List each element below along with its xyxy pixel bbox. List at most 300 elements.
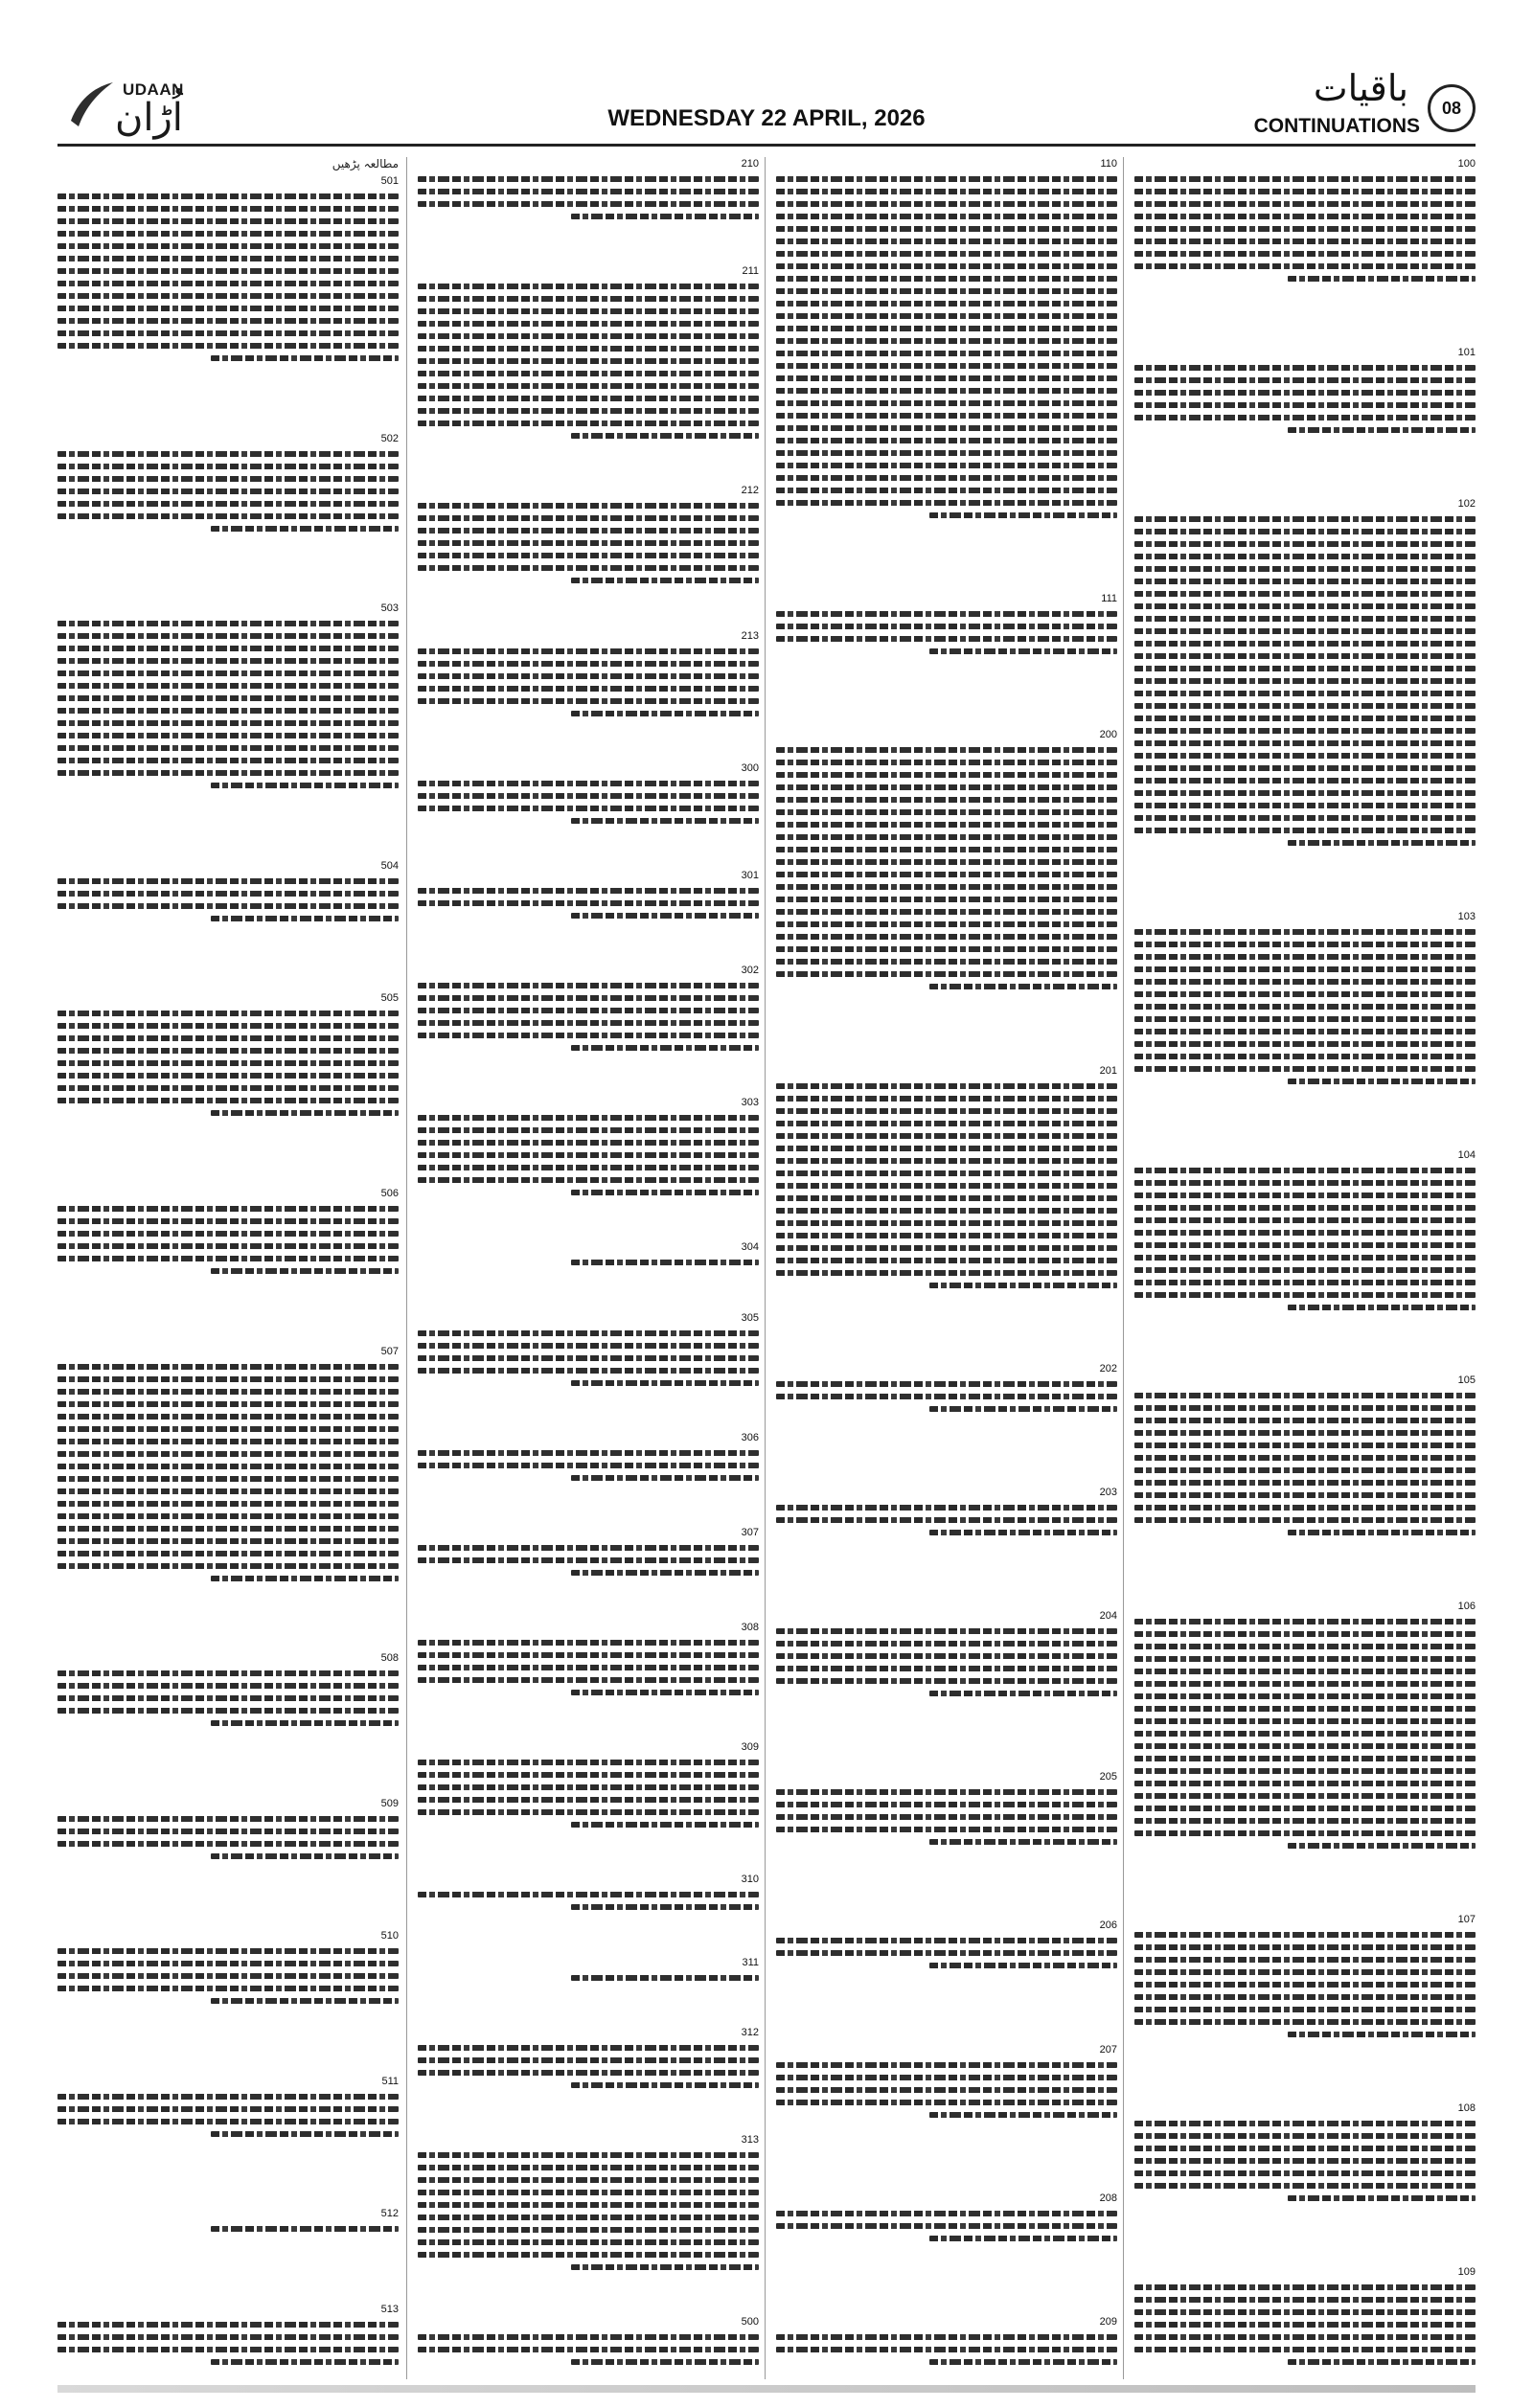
continuation-text-block: [418, 1634, 759, 1696]
text-line: [57, 520, 399, 533]
text-line: [57, 897, 399, 910]
text-line: [776, 283, 1117, 295]
text-line: [57, 2353, 399, 2366]
continuation-text-block: [1134, 359, 1476, 434]
text-line: [57, 1557, 399, 1570]
text-line: [418, 303, 759, 315]
text-line: [57, 483, 399, 495]
text-line: [1134, 1524, 1476, 1536]
text-line: [776, 1177, 1117, 1190]
continuation-item: [418, 2315, 759, 2366]
text-line: [776, 1783, 1117, 1796]
text-line: [1134, 1199, 1476, 1212]
continuation-text-block: [418, 2328, 759, 2366]
text-line: [57, 1067, 399, 1079]
continuation-item: [418, 157, 759, 220]
continuation-number: 102: [1457, 497, 1476, 510]
continuation-item: [776, 592, 1117, 655]
text-line: [1134, 1174, 1476, 1187]
text-line: [418, 1147, 759, 1159]
text-line: [57, 1262, 399, 1275]
text-line: [776, 407, 1117, 420]
text-line: [1134, 1212, 1476, 1224]
continuation-number: 101: [1457, 346, 1476, 358]
text-line: [418, 2064, 759, 2077]
continuation-item: [418, 629, 759, 717]
text-line: [776, 1833, 1117, 1846]
continuation-item: [418, 1311, 759, 1387]
text-line: [776, 779, 1117, 791]
continuation-number: 306: [741, 1431, 759, 1443]
text-column: [418, 157, 759, 2379]
text-line: [1134, 409, 1476, 421]
text-line: [1134, 208, 1476, 220]
continuation-item: [1134, 2101, 1476, 2202]
text-line: [1134, 1060, 1476, 1073]
brand-name-urdu: اُڑان: [115, 96, 183, 140]
text-line: [57, 640, 399, 652]
text-line: [1134, 523, 1476, 535]
text-line: [1134, 1939, 1476, 1951]
text-line: [1134, 1787, 1476, 1800]
text-line: [1134, 2190, 1476, 2202]
continuation-item: [418, 869, 759, 920]
text-line: [418, 655, 759, 668]
text-line: [1134, 797, 1476, 809]
text-line: [776, 320, 1117, 332]
text-line: [57, 1992, 399, 2005]
text-line: [776, 866, 1117, 878]
text-line: [418, 2209, 759, 2221]
continuation-item: [1134, 910, 1476, 1085]
continuation-number: 210: [741, 158, 759, 170]
text-line: [57, 1942, 399, 1955]
continuation-item: [1134, 2265, 1476, 2366]
text-line: [776, 1524, 1117, 1536]
text-line: [1134, 1187, 1476, 1199]
text-line: [776, 432, 1117, 444]
text-line: [418, 2039, 759, 2052]
text-line: [418, 340, 759, 352]
text-line: [1134, 220, 1476, 233]
text-line: [1134, 710, 1476, 722]
text-line: [776, 2056, 1117, 2069]
text-line: [418, 328, 759, 340]
text-line: [1134, 809, 1476, 822]
continuation-text-block: [1134, 1613, 1476, 1850]
footer-bar: [57, 2385, 1476, 2393]
text-line: [418, 559, 759, 572]
text-line: [776, 2205, 1117, 2217]
continuation-text-block: [57, 1810, 399, 1860]
text-line: [57, 873, 399, 885]
text-line: [57, 1005, 399, 1017]
text-line: [57, 1677, 399, 1690]
text-line: [1134, 1663, 1476, 1675]
text-line: [418, 989, 759, 1002]
continuation-item: [418, 2133, 759, 2271]
text-line: [57, 1955, 399, 1967]
text-line: [1134, 2127, 1476, 2140]
text-line: [57, 2113, 399, 2125]
continuation-number: 209: [1099, 2316, 1117, 2328]
text-line: [418, 1039, 759, 1052]
continuation-item: [776, 2192, 1117, 2242]
text-line: [1134, 2316, 1476, 2328]
continuation-number: 207: [1099, 2043, 1117, 2056]
text-line: [57, 1520, 399, 1533]
continuation-text-block: [776, 1499, 1117, 1536]
text-line: [776, 2081, 1117, 2094]
text-line: [418, 2259, 759, 2271]
text-line: [57, 1690, 399, 1702]
text-line: [57, 275, 399, 287]
text-line: [418, 415, 759, 427]
text-line: [1134, 1625, 1476, 1638]
text-line: [418, 2353, 759, 2366]
continuation-text-block: [1134, 170, 1476, 283]
text-line: [776, 307, 1117, 320]
text-line: [776, 482, 1117, 494]
text-line: [776, 1227, 1117, 1239]
text-line: [418, 1457, 759, 1469]
text-line: [57, 1570, 399, 1582]
continuation-item: [1134, 497, 1476, 847]
text-line: [418, 1350, 759, 1362]
text-line: [1134, 585, 1476, 598]
text-line: [1134, 747, 1476, 760]
continuation-text-block: [57, 1005, 399, 1117]
continuation-number: 511: [381, 2075, 399, 2087]
text-line: [1134, 1011, 1476, 1023]
text-line: [57, 690, 399, 702]
text-line: [418, 2196, 759, 2209]
text-line: [776, 1944, 1117, 1957]
masthead-rule: [57, 144, 1476, 147]
text-line: [1134, 1274, 1476, 1286]
text-line: [57, 1079, 399, 1092]
text-line: [418, 907, 759, 920]
continuation-item: [418, 1526, 759, 1577]
continuation-item: [57, 1797, 399, 1860]
text-line: [57, 1533, 399, 1545]
continuation-number: 200: [1099, 729, 1117, 741]
text-line: [1134, 1951, 1476, 1964]
text-line: [57, 615, 399, 627]
text-line: [418, 800, 759, 812]
continuation-item: [1134, 346, 1476, 434]
text-line: [776, 916, 1117, 928]
text-line: [57, 1383, 399, 1396]
text-line: [1134, 2165, 1476, 2177]
continuation-number: 106: [1457, 1601, 1476, 1613]
continuation-item: [418, 1096, 759, 1196]
text-line: [1134, 1499, 1476, 1511]
text-line: [418, 680, 759, 693]
text-line: [418, 2052, 759, 2064]
text-line: [1134, 1750, 1476, 1762]
text-line: [1134, 672, 1476, 685]
text-line: [1134, 2353, 1476, 2366]
text-line: [57, 508, 399, 520]
continuation-item: [1134, 1600, 1476, 1850]
continuation-number: 309: [741, 1741, 759, 1754]
text-line: [418, 1634, 759, 1647]
text-line: [418, 1671, 759, 1684]
continuation-number: 212: [741, 485, 759, 497]
text-line: [418, 1109, 759, 1122]
text-line: [1134, 1926, 1476, 1939]
continuation-item: [418, 1740, 759, 1829]
text-line: [418, 352, 759, 365]
text-line: [776, 2230, 1117, 2242]
text-line: [57, 445, 399, 458]
text-line: [418, 1886, 759, 1898]
text-line: [57, 2341, 399, 2353]
text-line: [776, 469, 1117, 482]
continuation-number: 506: [380, 1187, 399, 1199]
text-line: [418, 882, 759, 895]
text-line: [57, 1702, 399, 1715]
text-line: [776, 1202, 1117, 1215]
text-line: [776, 1165, 1117, 1177]
issue-date: WEDNESDAY 22 APRIL, 2026: [607, 105, 926, 131]
text-line: [1134, 1286, 1476, 1299]
continuation-text-block: [1134, 2279, 1476, 2366]
column-divider: [1123, 157, 1124, 2379]
continuation-number: 301: [741, 869, 759, 881]
continuation-text-block: [418, 1754, 759, 1829]
text-line: [1134, 760, 1476, 772]
text-line: [1134, 822, 1476, 834]
text-line: [1134, 397, 1476, 409]
continuation-text-block: [418, 643, 759, 717]
text-line: [776, 891, 1117, 903]
text-line: [776, 2353, 1117, 2366]
text-line: [776, 630, 1117, 643]
text-line: [57, 1470, 399, 1483]
text-line: [57, 1823, 399, 1835]
continuation-item: [418, 1873, 759, 1911]
continuation-text-block: [418, 977, 759, 1052]
text-line: [418, 510, 759, 522]
text-line: [418, 1647, 759, 1659]
text-line: [418, 1564, 759, 1577]
text-line: [57, 715, 399, 727]
text-line: [57, 337, 399, 350]
text-line: [418, 377, 759, 390]
continuation-text-block: [1134, 511, 1476, 847]
text-line: [57, 262, 399, 275]
text-line: [57, 325, 399, 337]
text-line: [776, 941, 1117, 953]
text-line: [776, 903, 1117, 916]
text-line: [418, 2147, 759, 2159]
text-line: [1134, 195, 1476, 208]
text-line: [418, 1325, 759, 1337]
text-line: [1134, 1474, 1476, 1487]
continuation-number: 300: [741, 761, 759, 774]
continuation-item: [776, 728, 1117, 990]
text-line: [776, 444, 1117, 457]
text-line: [1134, 2328, 1476, 2341]
text-line: [418, 1184, 759, 1196]
text-line: [776, 370, 1117, 382]
text-line: [418, 1134, 759, 1147]
continuation-number: 305: [741, 1311, 759, 1324]
text-line: [57, 1055, 399, 1067]
text-line: [776, 1647, 1117, 1660]
text-line: [1134, 573, 1476, 585]
continuation-item: [418, 2026, 759, 2089]
text-line: [1134, 1162, 1476, 1174]
text-line: [418, 2184, 759, 2196]
text-line: [418, 1171, 759, 1184]
column-divider: [765, 157, 766, 2379]
continuation-text-block: [776, 170, 1117, 519]
text-line: [1134, 1725, 1476, 1738]
text-line: [1134, 772, 1476, 784]
continuation-text-block: [57, 1942, 399, 2005]
continuation-text-block: [57, 2316, 399, 2366]
text-line: [1134, 647, 1476, 660]
continuation-number: 311: [742, 1956, 759, 1968]
text-line: [57, 1980, 399, 1992]
text-line: [57, 1715, 399, 1727]
text-line: [418, 775, 759, 787]
continuation-number: 509: [380, 1797, 399, 1809]
text-line: [57, 1213, 399, 1225]
continuation-number: 312: [741, 2026, 759, 2038]
continuation-text-block: [418, 1969, 759, 1982]
text-line: [418, 1337, 759, 1350]
text-line: [1134, 1988, 1476, 2001]
text-line: [776, 233, 1117, 245]
text-line: [57, 777, 399, 789]
continuation-text-block: [776, 1623, 1117, 1697]
text-line: [57, 1420, 399, 1433]
text-line: [776, 1499, 1117, 1511]
continuation-number: 111: [1101, 593, 1117, 605]
continuation-text-block: [418, 1325, 759, 1387]
text-line: [418, 668, 759, 680]
continuation-number: 109: [1457, 2266, 1476, 2278]
continuation-text-block: [1134, 2115, 1476, 2202]
continuation-number: 208: [1099, 2192, 1117, 2204]
continuation-text-block: [418, 497, 759, 584]
continuation-number: 302: [741, 965, 759, 976]
text-line: [418, 643, 759, 655]
text-line: [1134, 1800, 1476, 1812]
text-line: [418, 427, 759, 440]
text-line: [776, 507, 1117, 519]
text-line: [418, 693, 759, 705]
text-line: [776, 804, 1117, 816]
continuation-item: [57, 1345, 399, 1582]
text-line: [1134, 1762, 1476, 1775]
continuation-text-block: [418, 1254, 759, 1266]
text-line: [57, 2328, 399, 2341]
text-line: [776, 965, 1117, 978]
text-line: [57, 2088, 399, 2101]
text-line: [1134, 635, 1476, 647]
text-line: [1134, 961, 1476, 973]
text-line: [1134, 560, 1476, 573]
text-line: [776, 1239, 1117, 1252]
text-line: [57, 2220, 399, 2233]
text-line: [418, 2077, 759, 2089]
text-line: [57, 2316, 399, 2328]
continuation-text-block: [57, 2088, 399, 2138]
continuation-number: 308: [741, 1622, 759, 1633]
text-line: [418, 572, 759, 584]
continuation-item: [418, 1621, 759, 1696]
continuation-text-block: [418, 882, 759, 920]
text-line: [776, 1152, 1117, 1165]
text-line: [418, 547, 759, 559]
continuation-number: 100: [1457, 158, 1476, 170]
continuation-number: 104: [1457, 1148, 1476, 1161]
text-line: [57, 1810, 399, 1823]
continuation-item: [776, 157, 1117, 519]
text-line: [776, 382, 1117, 395]
text-line: [1134, 660, 1476, 672]
text-line: [776, 605, 1117, 618]
continuation-number: 110: [1100, 158, 1117, 170]
continuation-item: [57, 2207, 399, 2233]
text-line: [57, 752, 399, 764]
text-line: [776, 643, 1117, 655]
text-line: [418, 2246, 759, 2259]
text-line: [418, 895, 759, 907]
text-line: [418, 534, 759, 547]
text-line: [418, 1254, 759, 1266]
text-line: [776, 494, 1117, 507]
continuation-text-block: [776, 1783, 1117, 1846]
text-line: [418, 812, 759, 825]
continuation-text-block: [418, 278, 759, 440]
continuation-number: 201: [1099, 1064, 1117, 1077]
text-line: [418, 1779, 759, 1791]
text-line: [1134, 1812, 1476, 1825]
text-line: [1134, 2304, 1476, 2316]
text-line: [1134, 233, 1476, 245]
text-line: [418, 1362, 759, 1374]
text-line: [418, 1898, 759, 1911]
text-line: [776, 2217, 1117, 2230]
continuation-item: [418, 761, 759, 825]
continuation-number: 510: [380, 1930, 399, 1942]
continuation-item: [776, 1064, 1117, 1289]
text-line: [1134, 923, 1476, 936]
text-line: [776, 853, 1117, 866]
text-line: [1134, 973, 1476, 986]
text-line: [418, 1374, 759, 1387]
text-line: [776, 1215, 1117, 1227]
text-line: [776, 1190, 1117, 1202]
continuation-item: [776, 1486, 1117, 1536]
continuation-number: 108: [1457, 2102, 1476, 2115]
text-line: [57, 665, 399, 677]
column-divider: [406, 157, 407, 2379]
text-line: [1134, 258, 1476, 270]
text-line: [418, 170, 759, 183]
text-line: [1134, 2152, 1476, 2165]
text-line: [57, 1225, 399, 1238]
continuation-text-block: [418, 2039, 759, 2089]
text-line: [1134, 1449, 1476, 1462]
continuation-item: [418, 484, 759, 584]
